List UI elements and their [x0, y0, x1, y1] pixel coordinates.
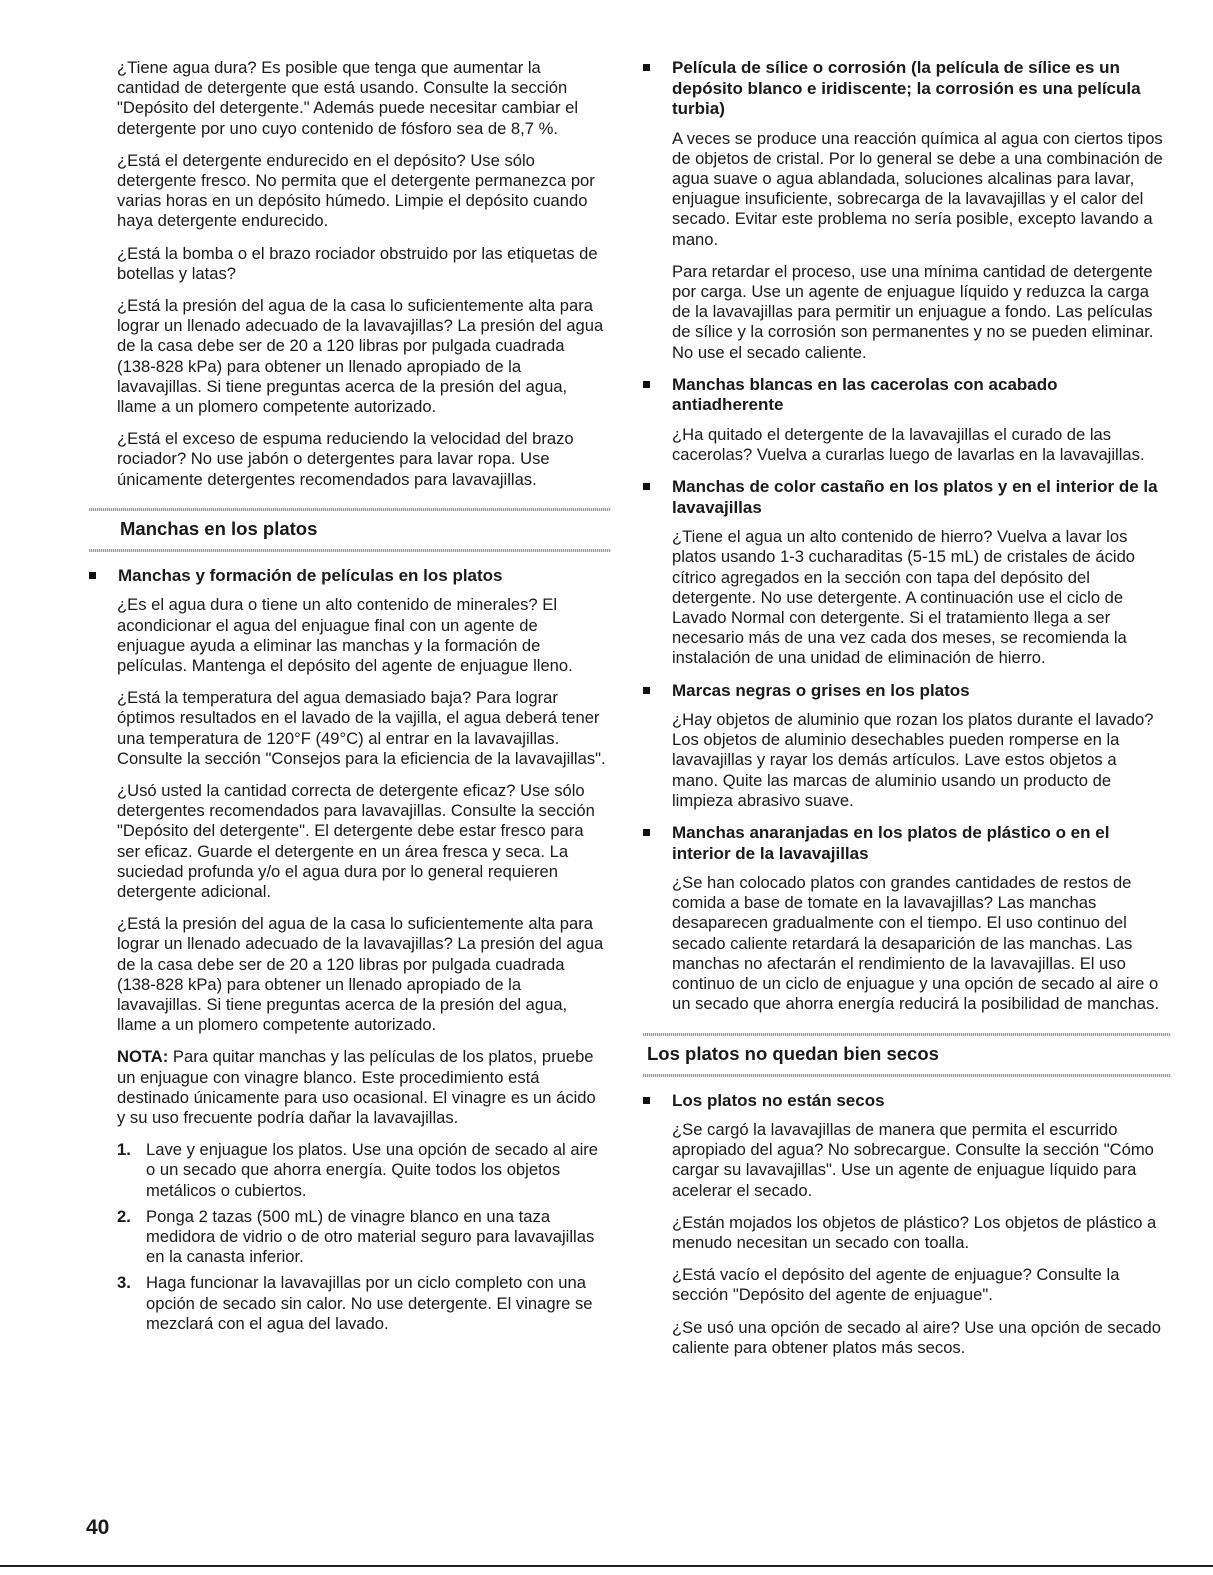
section-divider-top — [643, 1033, 1171, 1036]
section-header-manchas — [89, 508, 611, 552]
body-paragraph: ¿Se han colocado platos con grandes cantidades de restos de comida a base de tomate en la lavavajillas? Las manchas desaparecen gradualmente con el tiempo. El uso continuo del secado caliente retardará la desaparición de las manchas. Las manchas no afectarán el rendimiento de la lavavajillas. El uso continuo de un ciclo de enjuague y una opción de secado al aire o un secado que ahorra energía reducirá la posibilidad de manchas. — [672, 873, 1160, 1014]
step-number: 1. — [117, 1140, 131, 1160]
intro-paragraph: ¿Está el exceso de espuma reduciendo la velocidad del brazo rociador? No use jabón o detergentes para lavar ropa. Use únicamente detergentes recomendados para lavavajillas. — [117, 429, 574, 489]
page-bottom-rule — [0, 1565, 1213, 1567]
bullet-square-icon — [89, 572, 96, 579]
bullet-square-icon — [643, 829, 650, 836]
body-paragraph: ¿Se cargó la lavavajillas de manera que permita el escurrido apropiado del agua? No sobrecargue. Consulte la sección "Cómo cargar su lavavajillas". Use un agente de enjuague líquido para acelerar el secado. — [672, 1120, 1154, 1200]
bullet-heading-negras — [643, 681, 1163, 702]
steps-list — [117, 1140, 607, 1334]
body-paragraph: ¿Ha quitado el detergente de la lavavajillas el curado de las cacerolas? Vuelva a curarlas luego de lavarlas en la lavavajillas. — [672, 424, 1145, 464]
nota-label: NOTA: — [117, 1047, 169, 1067]
body-paragraph: A veces se produce una reacción química al agua con ciertos tipos de objetos de cristal. Por lo general se debe a una combinación de agua suave o agua ablandada, soluciones alcalinas para lavar, enjuague insuficiente, sobrecarga de la lavavajillas y el calor del secado. Evitar este problema no sería posible, excepto lavando a mano. — [672, 128, 1163, 249]
intro-paragraph: ¿Está el detergente endurecido en el depósito? Use sólo detergente fresco. No permita que el detergente permanezca por varias horas en un depósito húmedo. Limpie el depósito cuando haya detergente endurecido. — [117, 150, 595, 231]
bullet-heading-text: Los platos no están secos — [672, 1090, 885, 1110]
page-number: 40 — [86, 1516, 110, 1539]
step-text: Haga funcionar la lavavajillas por un ciclo completo con una opción de secado sin calor. No use detergente. El vinagre se mezclará con el agua del lavado. — [146, 1273, 593, 1333]
section-title: Manchas en los platos — [120, 517, 318, 539]
body-paragraph: ¿Usó usted la cantidad correcta de detergente eficaz? Use sólo detergentes recomendados para lavavajillas. Consulte la sección "Depósito del detergente". El detergente debe estar fresco para ser eficaz. Guarde el detergente en un área fresca y seca. La suciedad profunda y/o el agua dura por lo general requieren detergente adicional. — [117, 780, 595, 901]
bullet-heading-anaranjadas — [643, 823, 1163, 864]
bullet-heading-text: Manchas y formación de películas en los platos — [118, 565, 503, 585]
body-paragraph: ¿Se usó una opción de secado al aire? Use una opción de secado caliente para obtener platos más secos. — [672, 1317, 1161, 1357]
bullet-heading-text: Manchas de color castaño en los platos y en el interior de la lavavajillas — [672, 477, 1158, 517]
bullet-heading-text: Marcas negras o grises en los platos — [672, 680, 970, 700]
body-paragraph: ¿Están mojados los objetos de plástico? Los objetos de plástico a menudo necesitan un secado con toalla. — [672, 1212, 1157, 1253]
bullet-heading-text: Manchas blancas en las cacerolas con acabado antiadherente — [672, 374, 1058, 415]
nota-text: Para quitar manchas y las películas de los platos, pruebe un enjuague con vinagre blanco. Este procedimiento está destinado únicamente para uso ocasional. El vinagre es un ácido y su uso frecuente podría dañar la lavavajillas. — [117, 1047, 596, 1128]
bullet-heading-secos — [643, 1091, 1163, 1112]
bullet-heading-castano — [643, 477, 1163, 518]
body-paragraph: ¿Está la presión del agua de la casa lo suficientemente alta para lograr un llenado adecuado de la lavavajillas? La presión del agua de la casa debe ser de 20 a 120 libras por pulgada cuadrada (138-828 kPa) para obtener un llenado apropiado de la lavavajillas. Si tiene preguntas acerca de la presión del agua, llame a un plomero competente autorizado. — [117, 914, 604, 1035]
bullet-heading-blancas — [643, 375, 1163, 416]
nota-paragraph — [117, 1047, 607, 1128]
section-divider-bottom — [643, 1074, 1171, 1077]
step-text: Lave y enjuague los platos. Use una opción de secado al aire o un secado que ahorra energía. Quite todos los objetos metálicos o cubiertos. — [146, 1140, 599, 1200]
step-number: 2. — [117, 1206, 131, 1226]
step-item — [117, 1273, 607, 1334]
bullet-heading-text: Manchas anaranjadas en los platos de plástico o en el interior de la lavavajillas — [672, 823, 1110, 863]
bullet-heading-text: Película de sílice o corrosión (la película de sílice es un depósito blanco e iridiscente; la corrosión es una película turbia) — [672, 58, 1141, 118]
bullet-square-icon — [643, 687, 650, 694]
bullet-heading-silice — [643, 58, 1163, 120]
section-divider-bottom — [89, 549, 611, 552]
bullet-square-icon — [643, 1097, 650, 1104]
body-paragraph: ¿Está vacío el depósito del agente de enjuague? Consulte la sección "Depósito del agente de enjuague". — [672, 1265, 1120, 1305]
body-paragraph: ¿Está la temperatura del agua demasiado baja? Para lograr óptimos resultados en el lavado de la vajilla, el agua deberá tener una temperatura de 120°F (49°C) al entrar en la lavavajillas. Consulte la sección "Consejos para la eficiencia de la lavavajillas". — [117, 688, 606, 768]
body-paragraph: ¿Es el agua dura o tiene un alto contenido de minerales? El acondicionar el agua del enjuague final con un agente de enjuague ayuda a eliminar las manchas y la formación de películas. Mantenga el depósito del agente de enjuague lleno. — [117, 595, 573, 675]
body-paragraph: Para retardar el proceso, use una mínima cantidad de detergente por carga. Use un agente de enjuague líquido y reduzca la carga de la lavavajillas para permitir un enjuague a fondo. Las películas de sílice y la corrosión son permanentes y no se pueden eliminar. No use el secado caliente. — [672, 261, 1154, 362]
bullet-heading — [89, 566, 607, 587]
bullet-square-icon — [643, 483, 650, 490]
section-header-secos — [643, 1033, 1171, 1077]
left-column — [117, 58, 607, 1340]
step-number: 3. — [117, 1273, 131, 1293]
section-divider-top — [89, 508, 611, 511]
body-paragraph: ¿Hay objetos de aluminio que rozan los platos durante el lavado? Los objetos de aluminio desechables pueden romperse en la lavavajillas y rayar los demás artículos. Lave estos objetos a mano. Quite las marcas de aluminio usando un producto de limpieza abrasivo suave. — [672, 710, 1154, 810]
step-text: Ponga 2 tazas (500 mL) de vinagre blanco en una taza medidora de vidrio o de otro material seguro para lavavajillas en la canasta inferior. — [146, 1206, 595, 1267]
right-column — [643, 58, 1163, 1370]
intro-paragraph: ¿Está la presión del agua de la casa lo suficientemente alta para lograr un llenado adecuado de la lavavajillas? La presión del agua de la casa debe ser de 20 a 120 libras por pulgada cuadrada (138-828 kPa) para obtener un llenado apropiado de la lavavajillas. Si tiene preguntas acerca de la presión del agua, llame a un plomero competente autorizado. — [117, 296, 604, 417]
body-paragraph: ¿Tiene el agua un alto contenido de hierro? Vuelva a lavar los platos usando 1-3 cucharaditas (5-15 mL) de cristales de ácido cítrico agregados en la sección con tapa del depósito del detergente. No use detergente. A continuación use el ciclo de Lavado Normal con detergente. Si el tratamiento llega a ser necesario más de una vez cada dos meses, se recomienda la instalación de una unidad de eliminación de hierro. — [672, 527, 1136, 668]
bullet-square-icon — [643, 64, 650, 71]
intro-paragraph: ¿Está la bomba o el brazo rociador obstruido por las etiquetas de botellas y latas? — [117, 243, 598, 283]
step-item — [117, 1140, 607, 1201]
intro-paragraph: ¿Tiene agua dura? Es posible que tenga que aumentar la cantidad de detergente que está usando. Consulte la sección "Depósito del detergente." Además puede necesitar cambiar el detergente por uno cuyo contenido de fósforo sea de 8,7 %. — [117, 58, 579, 138]
bullet-square-icon — [643, 381, 650, 388]
section-title: Los platos no quedan bien secos — [647, 1042, 939, 1064]
step-item — [117, 1207, 607, 1268]
